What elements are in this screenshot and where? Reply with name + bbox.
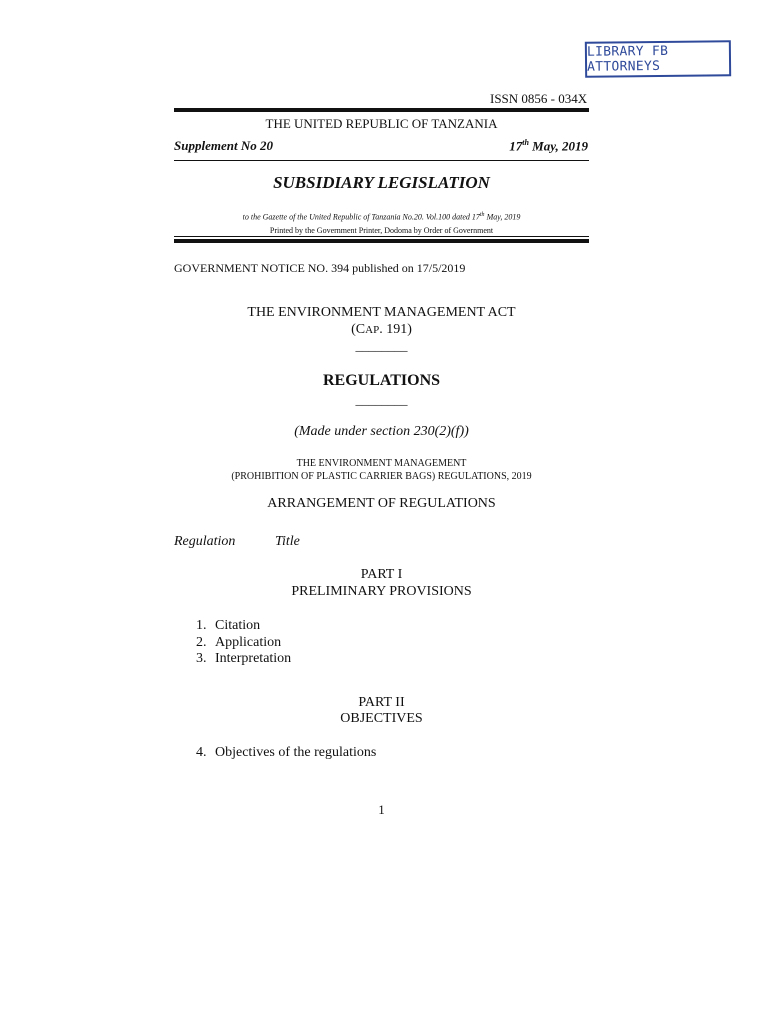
- header-rule-mid: [174, 160, 589, 161]
- regulations-title-line1: THE ENVIRONMENT MANAGEMENT: [296, 458, 467, 469]
- column-header-title: Title: [275, 534, 300, 549]
- printer-note: Printed by the Government Printer, Dodoma by Order of Government: [269, 226, 494, 235]
- part-one-heading: PART I: [360, 567, 403, 582]
- made-under-section: (Made under section 230(2)(f)): [294, 424, 469, 439]
- regulations-heading: REGULATIONS: [322, 372, 441, 389]
- arrangement-heading: ARRANGEMENT OF REGULATIONS: [267, 496, 496, 511]
- act-title: THE ENVIRONMENT MANAGEMENT ACT: [247, 305, 516, 320]
- header-rule-lower-thick: [174, 239, 589, 243]
- library-stamp: LIBRARY FB ATTORNEYS: [585, 40, 731, 78]
- gazette-reference: to the Gazette of the United Republic of Tanzania No.20. Vol.100 dated 17th May, 2019: [242, 212, 521, 222]
- list-item: 2. Application: [196, 635, 282, 650]
- list-item: 4. Objectives of the regulations: [196, 745, 377, 760]
- part-one-name: PRELIMINARY PROVISIONS: [291, 584, 472, 599]
- supplement-number: Supplement No 20: [174, 138, 273, 153]
- part-two-heading: PART II: [358, 695, 405, 710]
- separator-line: ________: [355, 392, 408, 407]
- header-rule-lower-thin: [174, 236, 589, 237]
- issn-number: ISSN 0856 - 034X: [490, 91, 588, 106]
- page-number: 1: [378, 802, 385, 817]
- government-notice: GOVERNMENT NOTICE NO. 394 published on 17/5/2019: [174, 261, 466, 275]
- part-two-name: OBJECTIVES: [340, 711, 423, 726]
- publication-date: 17th May, 2019: [509, 138, 588, 154]
- column-header-regulation: Regulation: [174, 534, 236, 549]
- list-item: 3. Interpretation: [196, 651, 292, 666]
- regulations-title-line2: (PROHIBITION OF PLASTIC CARRIER BAGS) REGULATIONS, 2019: [231, 471, 532, 482]
- header-rule-top: [174, 108, 589, 112]
- republic-title: THE UNITED REPUBLIC OF TANZANIA: [265, 116, 498, 131]
- chapter-number: (CAP. 191): [351, 322, 412, 337]
- separator-line: ________: [355, 338, 408, 353]
- list-item: 1. Citation: [196, 618, 261, 633]
- subsidiary-legislation-heading: SUBSIDIARY LEGISLATION: [273, 173, 490, 192]
